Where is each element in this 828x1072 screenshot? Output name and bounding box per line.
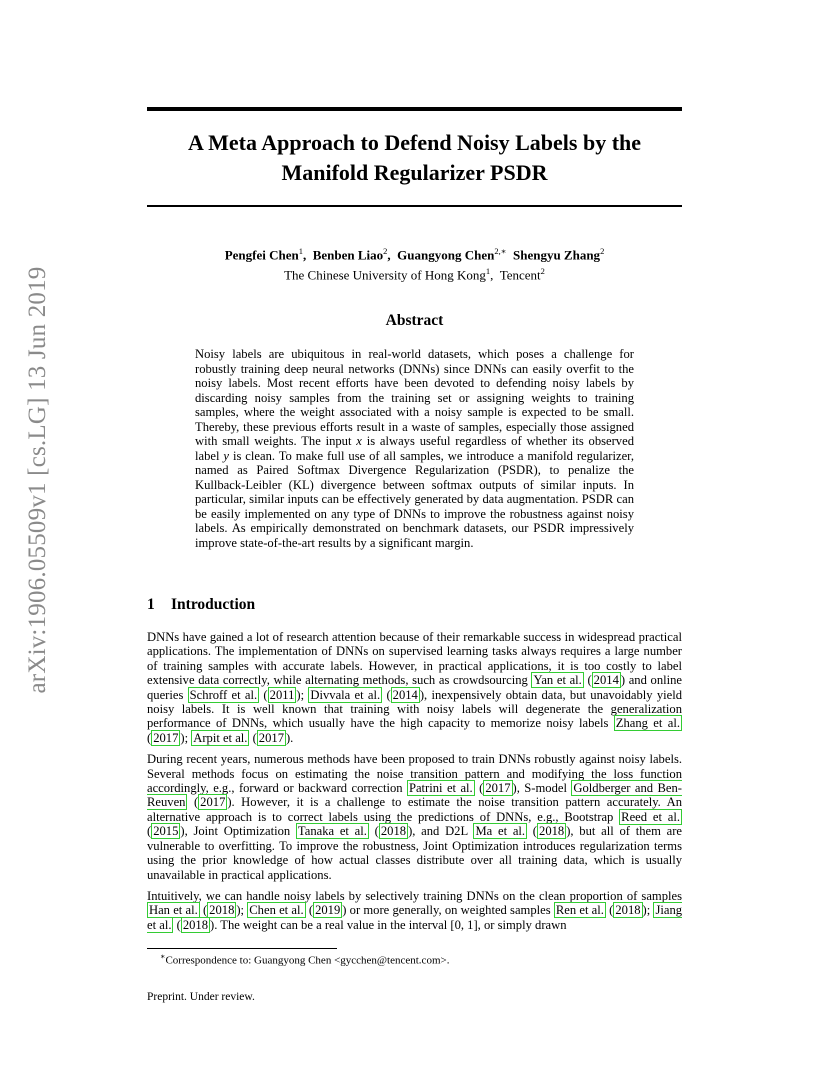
paper-title (147, 128, 682, 188)
author-names: Pengfei Chen$^1$, Benben Liao$^2$, Guangyong Chen$^{2,∗}$ Shengyu Zhang$^2$ (224, 246, 605, 263)
citation-link[interactable]: Patrini et al. (408, 781, 473, 796)
citation-link[interactable]: Zhang et al. (615, 716, 680, 731)
section-title: Introduction (171, 596, 256, 613)
arxiv-identifier: arXiv:1906.05509v1 [cs.LG] 13 Jun 2019 (24, 266, 51, 694)
paragraph: DNNs have gained a lot of research attention because of their remarkable success in widespread practical applications. The implementation of DNNs on supervised learning tasks always requires a large number of training samples with accurate labels. However, in practical applications, it is too costly to label extensive data correctly, while alternating methods, such as crowdsourcing Yan et al. ( 2014 ) and online queries Schroff et al. ( 2011 ); Divvala et al. ( 2014 ), inexpensively obtain data, but unavoidably yield noisy labels. It is well known that training with noisy labels will degenerate the generalization performance of DNNs, which usually have the high capacity to memorize noisy labels Zhang et al. ( 2017 ); Arpit et al. ( 2017 ). (147, 630, 683, 745)
citation-year-link[interactable]: 2014 (593, 673, 619, 688)
math-interval: [0, 1] (450, 917, 478, 932)
citation-year-link[interactable]: 2018 (539, 824, 565, 839)
author-name: Guangyong Chen (397, 247, 495, 263)
footnote-mark: ∗ (160, 952, 166, 961)
citation-year-link[interactable]: 2015 (153, 824, 179, 839)
affiliation-mark: 2 (540, 266, 545, 277)
section-number: 1 (147, 596, 155, 613)
author-name: Pengfei Chen (224, 247, 299, 263)
footnote-rule (147, 948, 337, 949)
math-y: y (223, 448, 230, 463)
affiliations: The Chinese University of Hong Kong$^1$, Tencent$^2$ (284, 266, 545, 283)
citation-year-link[interactable]: 2019 (315, 903, 341, 918)
citation-link[interactable]: Han et al. (149, 903, 198, 918)
author-affil-mark: 2,∗ (494, 246, 507, 256)
math-x: x (356, 434, 362, 448)
abstract-part: is clean. To make full use of all samples, we introduce a manifold regularizer, named as Paired Softmax Divergence Regularization (PSDR), to penalize the Kullback-Leibler (KL) divergence between softmax outputs of similar inputs. In particular, similar inputs can be effectively generated by data augmentation. PSDR can be easily implemented on any type of DNNs to improve the robustness against noisy labels. As empirically demonstrated on benchmark datasets, our PSDR impressively improve state-of-the-art results by a significant margin. (195, 448, 634, 550)
footnote (160, 952, 449, 967)
citation-link[interactable]: Schroff et al. (189, 687, 258, 702)
citation-year-link[interactable]: 2017 (485, 781, 511, 796)
abstract-heading: Abstract (385, 312, 444, 329)
author-affil-mark: 2 (383, 246, 388, 256)
affiliation: Tencent (499, 267, 541, 283)
author-affil-mark: 1 (298, 246, 303, 256)
section-heading (147, 596, 255, 614)
title-bottom-rule (147, 205, 682, 207)
author-block (147, 243, 682, 284)
citation-year-link[interactable]: 2018 (615, 903, 641, 918)
affiliation: The Chinese University of Hong Kong (284, 267, 486, 283)
citation-link[interactable]: Tanaka et al. (297, 824, 367, 839)
citation-year-link[interactable]: 2017 (153, 730, 179, 745)
citation-year-link[interactable]: 2018 (182, 917, 209, 932)
affiliation-mark: 1 (485, 266, 491, 277)
citation-link[interactable]: Chen et al. (249, 903, 304, 918)
abstract-part: is always useful regardless of whether its observed label (195, 434, 634, 463)
paragraph: During recent years, numerous methods have been proposed to train DNNs robustly against noisy labels. Several methods focus on estimating the noise transition pattern and modifying the loss function accordingly, e.g., forward or backward correction Patrini et al. ( 2017 ), S-model Goldberger and Ben-Reuven ( 2017 ). However, it is a challenge to estimate the noise transition pattern accurately. An alternative approach is to correct labels using the predictions of DNNs, e.g., Bootstrap Reed et al. ( 2015 ), Joint Optimization Tanaka et al. ( 2018 ), and D2L Ma et al. ( 2018 ), but all of them are vulnerable to overfitting. To improve the robustness, Joint Optimization introduces regularization terms using the prior knowledge of how actual classes distribute over all training data, which is usually unavailable in practical applications. (147, 752, 683, 882)
citation-link[interactable]: Jiang et al. (147, 903, 683, 932)
author-name: Benben Liao (312, 247, 384, 263)
citation-link[interactable]: Yan et al. (533, 673, 582, 688)
citation-link[interactable]: Goldberger and Ben-Reuven (147, 781, 682, 810)
author-name: Shengyu Zhang (512, 247, 601, 263)
author-affil-mark: 2 (600, 246, 605, 256)
citation-year-link[interactable]: 2018 (209, 903, 235, 918)
title-line-1: A Meta Approach to Defend Noisy Labels by the (187, 130, 642, 155)
citation-year-link[interactable]: 2018 (380, 824, 407, 839)
citation-link[interactable]: Arpit et al. (193, 730, 248, 745)
intro-body (147, 630, 682, 939)
citation-link[interactable]: Reed et al. (621, 809, 681, 824)
footnote-text: Correspondence to: Guangyong Chen <gycchen@tencent.com>. (165, 954, 450, 967)
citation-link[interactable]: Divvala et al. (310, 687, 381, 702)
title-line-2: Manifold Regularizer PSDR (281, 160, 548, 185)
citation-link[interactable]: Ma et al. (475, 824, 526, 839)
citation-year-link[interactable]: 2014 (392, 687, 418, 702)
citation-year-link[interactable]: 2011 (269, 687, 295, 702)
paragraph: Intuitively, we can handle noisy labels by selectively training DNNs on the clean proportion of samples Han et al. ( 2018 ); Chen et al. ( 2019 ) or more generally, on weighted samples Ren et al. ( 2018 ); Jiang et al. ( 2018 ). The weight can be a real value in the interval [0, 1], or simply drawn (147, 888, 683, 932)
preprint-notice: Preprint. Under review. (147, 991, 255, 1003)
abstract-text (195, 347, 634, 550)
citation-year-link[interactable]: 2017 (258, 730, 284, 745)
citation-year-link[interactable]: 2017 (200, 795, 226, 810)
title-top-rule (147, 107, 682, 111)
citation-link[interactable]: Ren et al. (555, 903, 604, 918)
abstract-part: Noisy labels are ubiquitous in real-world datasets, which poses a challenge for robustly training deep neural networks (DNNs) since DNNs can easily overfit to the noisy labels. Most recent efforts have been devoted to defending noisy labels by discarding noisy samples from the training set or assigning weights to training samples, where the weight associated with a noisy sample is expected to be small. Thereby, these previous efforts result in a waste of samples, especially those assigned with small weights. The input (195, 347, 634, 448)
